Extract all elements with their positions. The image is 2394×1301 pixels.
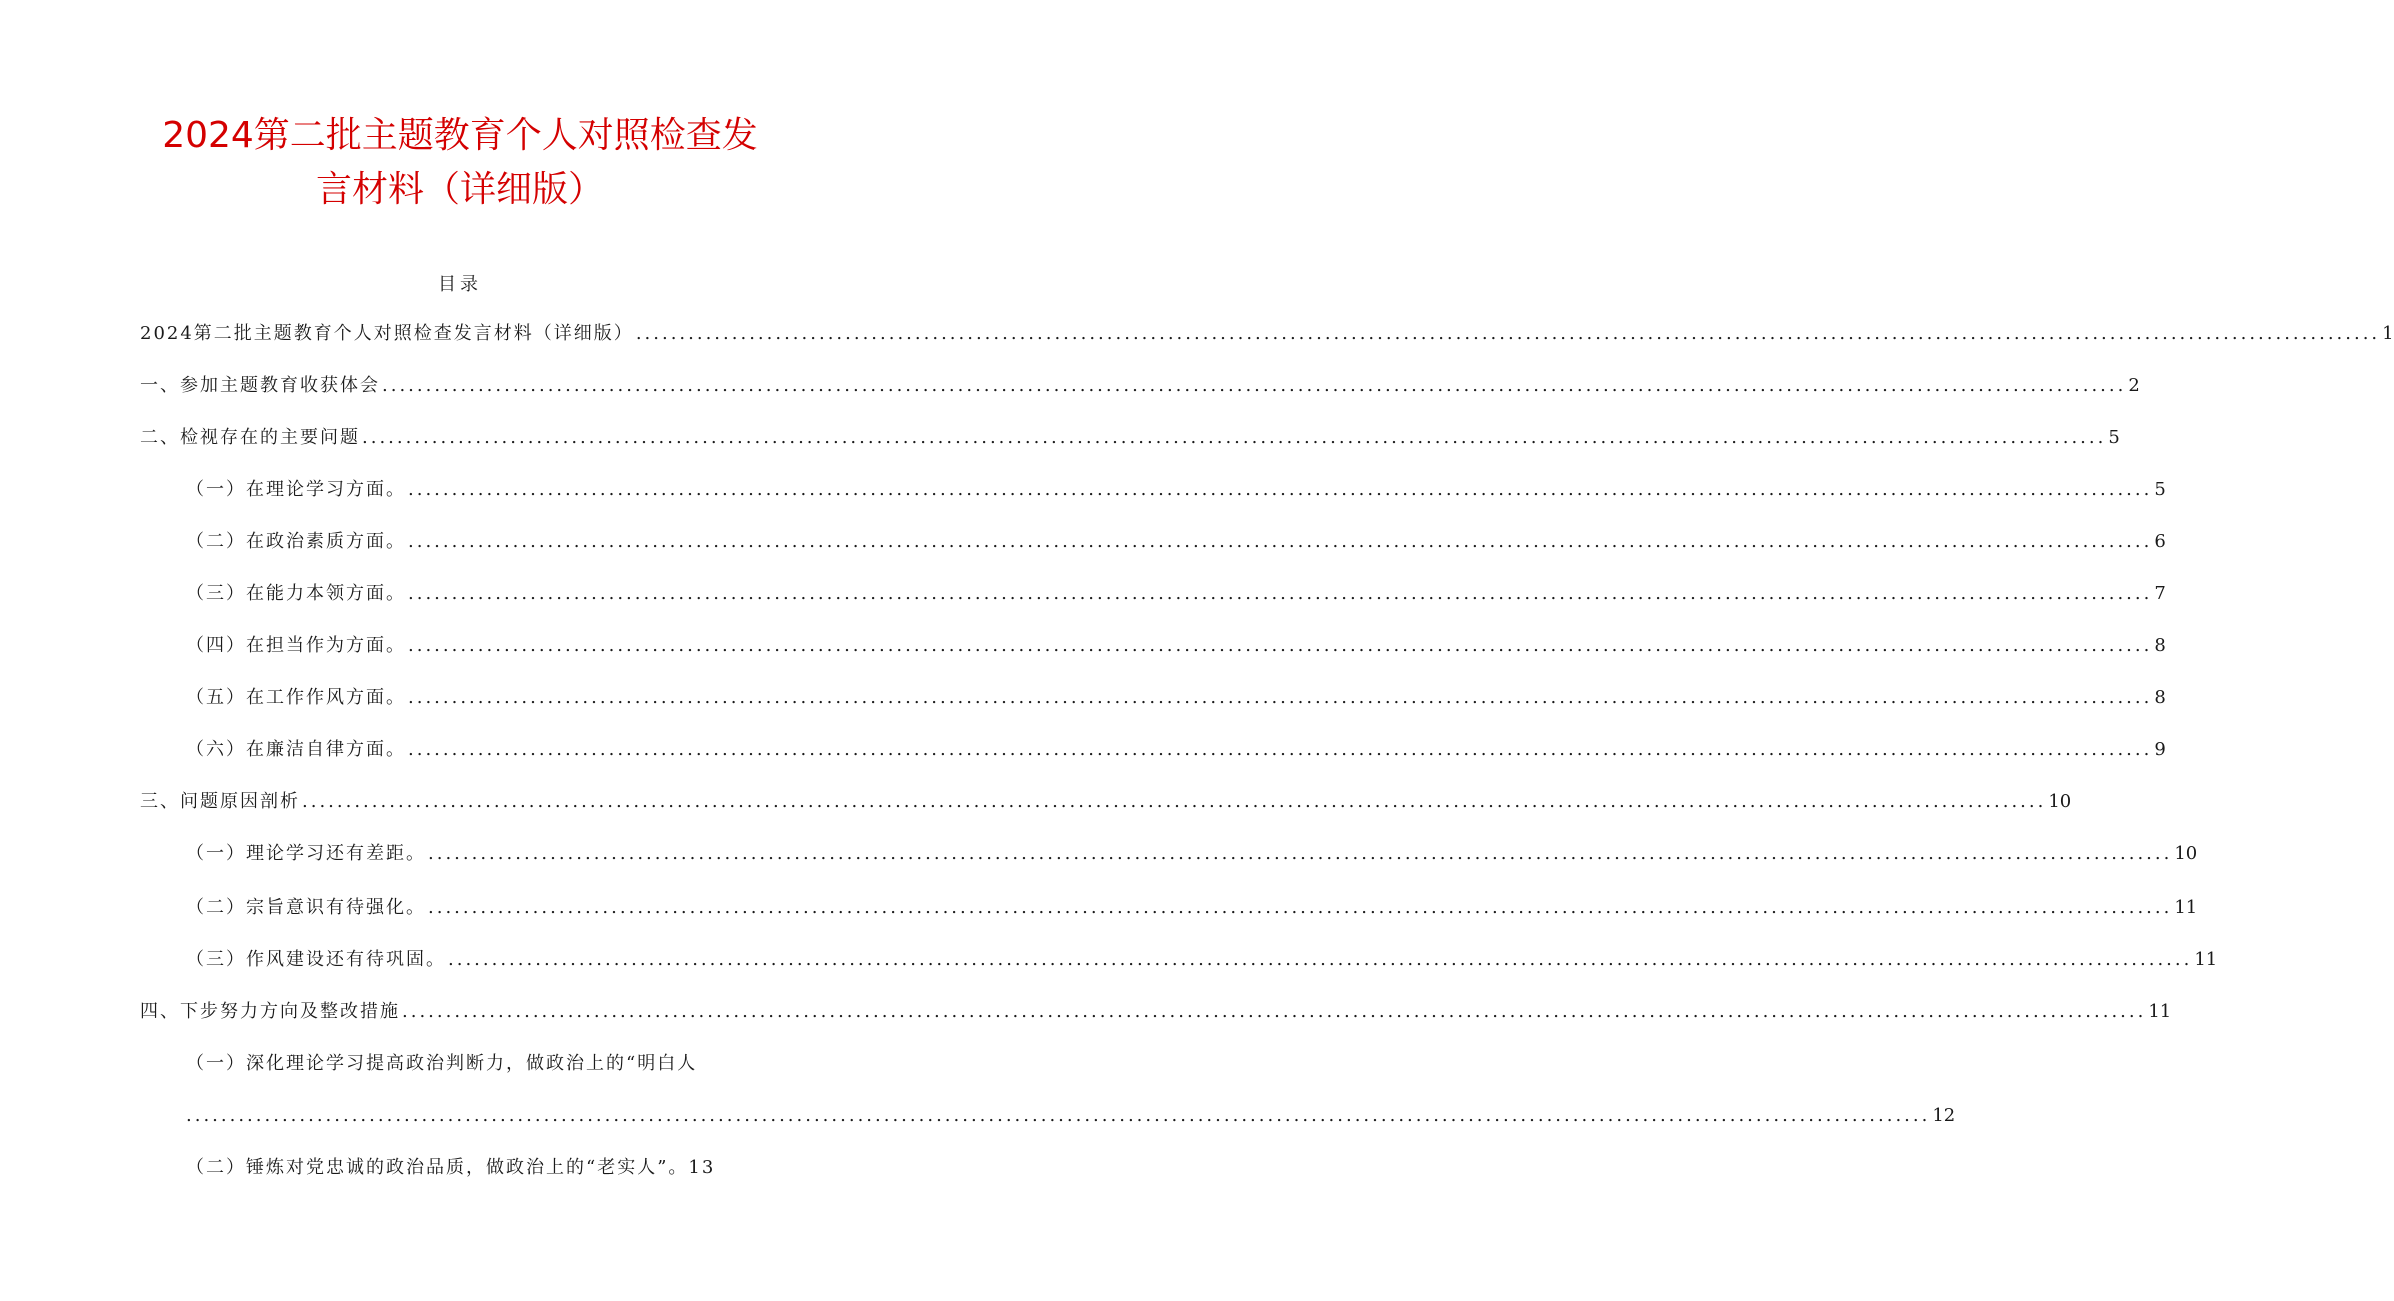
toc-entry[interactable] bbox=[186, 476, 2166, 504]
toc-page-number: 6 bbox=[2154, 531, 2166, 552]
toc-page-number: 2 bbox=[2128, 375, 2140, 396]
toc-page-number: 8 bbox=[2154, 635, 2166, 656]
toc-entry[interactable] bbox=[186, 894, 2198, 922]
toc-entry-text: （三）在能力本领方面。 bbox=[186, 583, 406, 604]
toc-leader-dots: ........................................................................................................................................................................................................ bbox=[402, 1001, 2147, 1022]
toc-page-number: 11 bbox=[2194, 949, 2218, 970]
toc-entry[interactable] bbox=[186, 840, 2198, 868]
toc-entry-text: 四、下步努力方向及整改措施 bbox=[140, 1001, 400, 1022]
toc-page-number: 13 bbox=[688, 1157, 716, 1178]
toc-entry[interactable] bbox=[186, 946, 2218, 974]
toc-page-number: 5 bbox=[2154, 479, 2166, 500]
toc-leader-dots: ........................................................................................................................................................................................................ bbox=[408, 531, 2153, 552]
toc-entry[interactable] bbox=[186, 580, 2166, 608]
toc-page-number: 5 bbox=[2108, 427, 2120, 448]
toc-leader-dots: ........................................................................................................................................................................................................ bbox=[408, 635, 2153, 656]
toc-page-number: 11 bbox=[2148, 1001, 2172, 1022]
toc-entry-text: （三）作风建设还有待巩固。 bbox=[186, 949, 446, 970]
document-title-line-1: 2024第二批主题教育个人对照检查发 bbox=[162, 115, 758, 156]
toc-entry[interactable] bbox=[186, 1154, 715, 1182]
toc-page-number: 11 bbox=[2174, 897, 2198, 918]
toc-leader-dots: ........................................................................................................................................................................................................ bbox=[186, 1105, 1931, 1126]
toc-page-number: 1 bbox=[2382, 323, 2394, 344]
toc-entry[interactable] bbox=[186, 684, 2166, 712]
toc-entry-text[interactable]: （一）深化理论学习提高政治判断力，做政治上的“明白人 bbox=[186, 1053, 698, 1074]
toc-entry[interactable] bbox=[186, 736, 2166, 764]
toc-entry-text: （二）在政治素质方面。 bbox=[186, 531, 406, 552]
toc-leader-dots: ........................................................................................................................................................................................................ bbox=[635, 323, 2381, 344]
document-title-line-2: 言材料（详细版） bbox=[315, 169, 604, 210]
toc-entry-text: （四）在担当作为方面。 bbox=[186, 635, 406, 656]
toc-entry[interactable] bbox=[186, 632, 2166, 660]
toc-page-number: 10 bbox=[2174, 843, 2198, 864]
toc-leader-dots: ........................................................................................................................................................................................................ bbox=[408, 739, 2153, 760]
toc-entry-text: 三、问题原因剖析 bbox=[140, 791, 300, 812]
toc-leader-dots: ........................................................................................................................................................................................................ bbox=[428, 843, 2173, 864]
toc-entry[interactable] bbox=[140, 788, 2072, 816]
toc-entry-text: 2024第二批主题教育个人对照检查发言材料（详细版） bbox=[140, 323, 634, 344]
toc-entry[interactable] bbox=[140, 424, 2120, 452]
toc-entry[interactable] bbox=[140, 998, 2172, 1026]
toc-leader-dots: ........................................................................................................................................................................................................ bbox=[448, 949, 2193, 970]
toc-entry-text: 二、检视存在的主要问题 bbox=[140, 427, 360, 448]
toc-leader-dots: ........................................................................................................................................................................................................ bbox=[408, 687, 2153, 708]
toc-leader-dots: ........................................................................................................................................................................................................ bbox=[382, 375, 2127, 396]
toc-entry-text: （五）在工作作风方面。 bbox=[186, 687, 406, 708]
toc-page-number: 10 bbox=[2048, 791, 2072, 812]
toc-entry[interactable] bbox=[186, 528, 2166, 556]
toc-entry[interactable] bbox=[140, 320, 2394, 348]
toc-entry-text: （二）锤炼对党忠诚的政治品质，做政治上的“老实人”。 bbox=[186, 1157, 689, 1178]
toc-entry-text: （一）在理论学习方面。 bbox=[186, 479, 406, 500]
toc-page-number: 8 bbox=[2154, 687, 2166, 708]
toc-entry-continuation[interactable] bbox=[186, 1102, 1956, 1130]
toc-leader-dots: ........................................................................................................................................................................................................ bbox=[428, 897, 2173, 918]
toc-page-number: 12 bbox=[1932, 1105, 1956, 1126]
toc-leader-dots: ........................................................................................................................................................................................................ bbox=[302, 791, 2047, 812]
toc-leader-dots: ........................................................................................................................................................................................................ bbox=[362, 427, 2107, 448]
toc-entry-text: （二）宗旨意识有待强化。 bbox=[186, 897, 426, 918]
toc-page-number: 9 bbox=[2154, 739, 2166, 760]
toc-heading: 目录 bbox=[438, 274, 482, 295]
toc-entry-text: （六）在廉洁自律方面。 bbox=[186, 739, 406, 760]
toc-entry-text: 一、参加主题教育收获体会 bbox=[140, 375, 380, 396]
toc-leader-dots: ........................................................................................................................................................................................................ bbox=[408, 479, 2153, 500]
toc-leader-dots: ........................................................................................................................................................................................................ bbox=[408, 583, 2153, 604]
toc-entry[interactable] bbox=[140, 372, 2140, 400]
toc-page-number: 7 bbox=[2154, 583, 2166, 604]
toc-entry-text: （一）理论学习还有差距。 bbox=[186, 843, 426, 864]
